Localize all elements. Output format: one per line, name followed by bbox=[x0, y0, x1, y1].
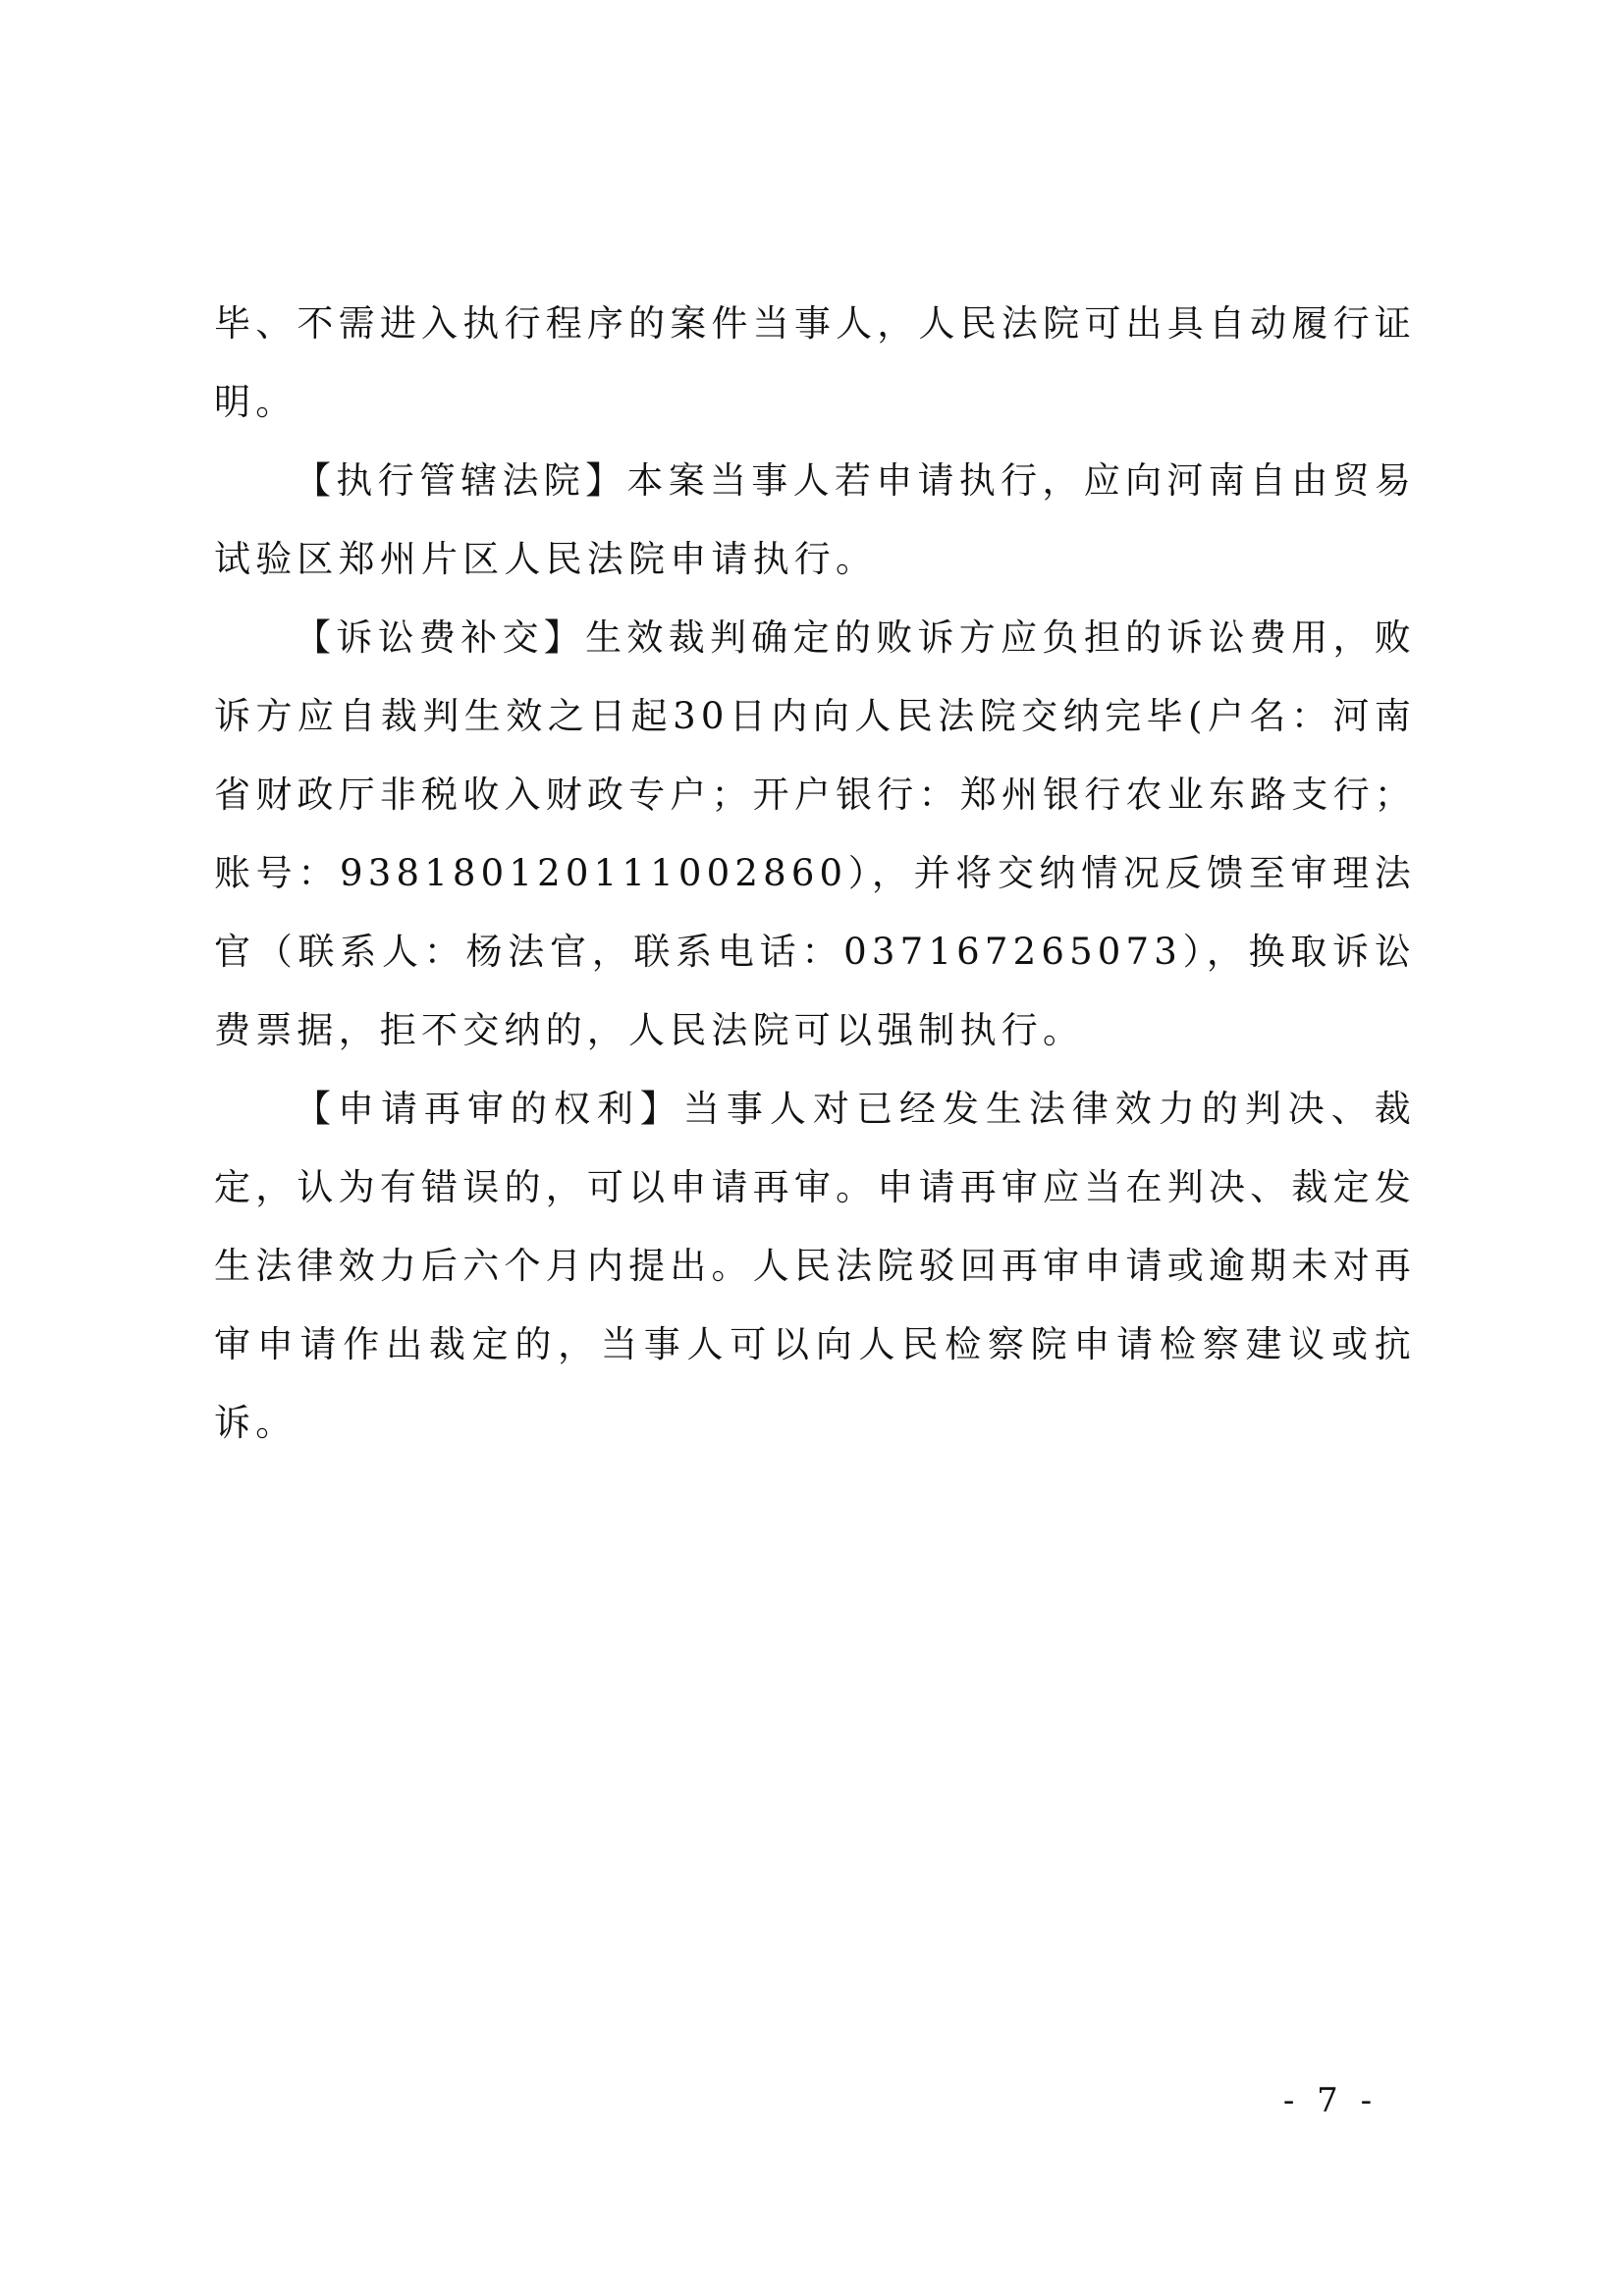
paragraph-continuation: 毕、不需进入执行程序的案件当事人，人民法院可出具自动履行证明。 bbox=[214, 302, 1416, 423]
document-body bbox=[214, 285, 1416, 1463]
page-number: - 7 - bbox=[1282, 2081, 1379, 2120]
paragraph-litigation-fee: 【诉讼费补交】生效裁判确定的败诉方应负担的诉讼费用，败诉方应自裁判生效之日起30日内向人民法院交纳完毕(户名：河南省财政厅非税收入财政专户；开户银行：郑州银行农业东路支行；账号：938180120111002860），并将交纳情况反馈至审理法官（联系人：杨法官，联系电话：037167265073），换取诉讼费票据，拒不交纳的，人民法院可以强制执行。 bbox=[214, 616, 1416, 1051]
paragraph-retrial-right: 【申请再审的权利】当事人对已经发生法律效力的判决、裁定，认为有错误的，可以申请再审。申请再审应当在判决、裁定发生法律效力后六个月内提出。人民法院驳回再审申请或逾期未对再审申请作出裁定的，当事人可以向人民检察院申请检察建议或抗诉。 bbox=[214, 1088, 1416, 1444]
paragraph-enforcement-court: 【执行管辖法院】本案当事人若申请执行，应向河南自由贸易试验区郑州片区人民法院申请执行。 bbox=[214, 459, 1416, 580]
